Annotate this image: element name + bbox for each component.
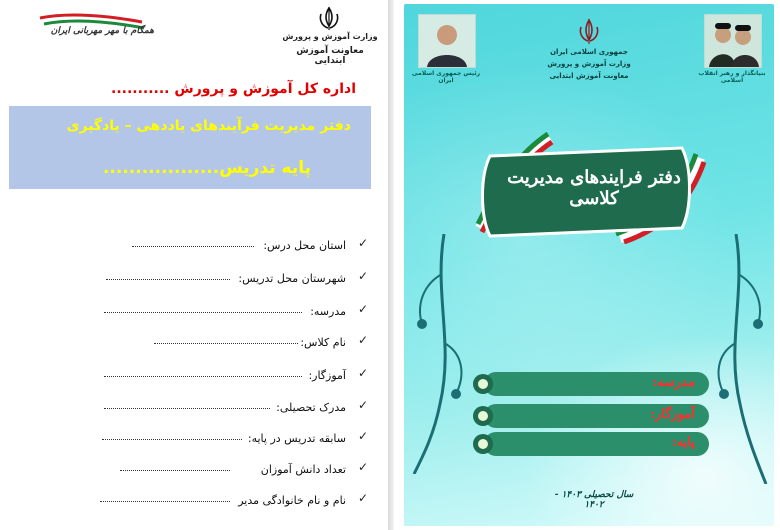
leaders-caption: بنیانگذار و رهبر انقلاب اسلامی: [698, 70, 766, 84]
ministry-name: وزارت آموزش و پرورش: [282, 32, 378, 41]
form-row-degree[interactable]: [100, 398, 368, 418]
checkmark-icon: ✓: [357, 236, 368, 250]
portrait-image: [705, 15, 761, 67]
form-label: آموزگار:: [308, 369, 346, 382]
checkmark-icon: ✓: [357, 460, 368, 474]
flower-ornament-icon: [472, 373, 494, 395]
fill-in-line[interactable]: [104, 408, 270, 409]
title-box: [9, 106, 371, 189]
cover-ministry-line3: معاونت آموزش ابتدایی: [549, 72, 629, 80]
fill-in-line[interactable]: [154, 343, 298, 344]
form-row-student-count[interactable]: [100, 460, 368, 480]
left-document-page: [0, 0, 388, 530]
page-divider: [388, 0, 394, 530]
fill-in-line[interactable]: [104, 376, 302, 377]
checkmark-icon: ✓: [357, 269, 368, 283]
flower-ornament-icon: [472, 405, 494, 427]
form-label: نام و نام خانوادگی مدیر: [238, 494, 346, 507]
form-row-city[interactable]: [100, 269, 368, 289]
fill-in-line[interactable]: [104, 312, 302, 313]
checkmark-icon: ✓: [357, 302, 368, 316]
form-label: تعداد دانش آموزان: [260, 463, 346, 476]
field-label: پایه:: [672, 435, 695, 450]
cover-ministry-line1: جمهوری اسلامی ایران: [550, 48, 628, 56]
form-label: استان محل درس:: [263, 239, 346, 252]
checkmark-icon: ✓: [357, 333, 368, 347]
form-label: شهرستان محل تدریس:: [238, 272, 346, 285]
form-row-teacher[interactable]: [100, 366, 368, 386]
portrait-image: [419, 15, 475, 67]
school-field[interactable]: [484, 372, 709, 396]
form-label: نام کلاس:: [300, 336, 346, 349]
fill-in-line[interactable]: [132, 246, 254, 247]
grade-title: پایه تدریس..................: [102, 158, 311, 178]
organization-title: اداره کل آموزش و پرورش ...........: [111, 81, 356, 97]
iran-emblem-icon: [574, 18, 604, 46]
checkmark-icon: ✓: [357, 429, 368, 443]
checkmark-icon: ✓: [357, 491, 368, 505]
book-title: دفتر مدیریت فرآیندهای یاددهی – یادگیری: [66, 118, 351, 134]
form-label: سابقه تدریس در پایه:: [247, 432, 346, 445]
form-row-province[interactable]: [100, 236, 368, 256]
field-label: مدرسه:: [652, 375, 695, 390]
grade-field[interactable]: [484, 432, 709, 456]
form-row-experience[interactable]: [100, 429, 368, 449]
iran-emblem-icon: [314, 6, 344, 32]
president-caption: رئیس جمهوری اسلامی ایران: [411, 70, 481, 84]
form-label: مدرک تحصیلی:: [276, 401, 346, 414]
cover-page: [404, 4, 774, 526]
president-portrait: [418, 14, 476, 68]
leaders-portrait: [704, 14, 762, 68]
campaign-logo-text: همگام با مهر مهربانی ایران: [50, 26, 154, 36]
checkmark-icon: ✓: [357, 366, 368, 380]
checkmark-icon: ✓: [357, 398, 368, 412]
academic-year: سال تحصیلی ۱۴۰۳ - ۱۴۰۲: [554, 490, 634, 510]
form-row-class-name[interactable]: [100, 333, 368, 353]
deputy-name: معاونت آموزش ابتدایی: [296, 46, 364, 66]
cover-ministry-line2: وزارت آموزش و پرورش: [547, 60, 631, 68]
teacher-field[interactable]: [484, 404, 709, 428]
flower-ornament-icon: [472, 433, 494, 455]
cover-title: دفتر فرایندهای مدیریت کلاسی: [507, 167, 681, 209]
form-row-school[interactable]: [100, 302, 368, 322]
fill-in-line[interactable]: [106, 279, 230, 280]
field-label: آموزگار:: [650, 407, 695, 422]
fill-in-line[interactable]: [120, 470, 230, 471]
form-label: مدرسه:: [310, 305, 346, 318]
fill-in-line[interactable]: [100, 501, 230, 502]
fill-in-line[interactable]: [102, 439, 242, 440]
form-row-principal[interactable]: [100, 491, 368, 511]
